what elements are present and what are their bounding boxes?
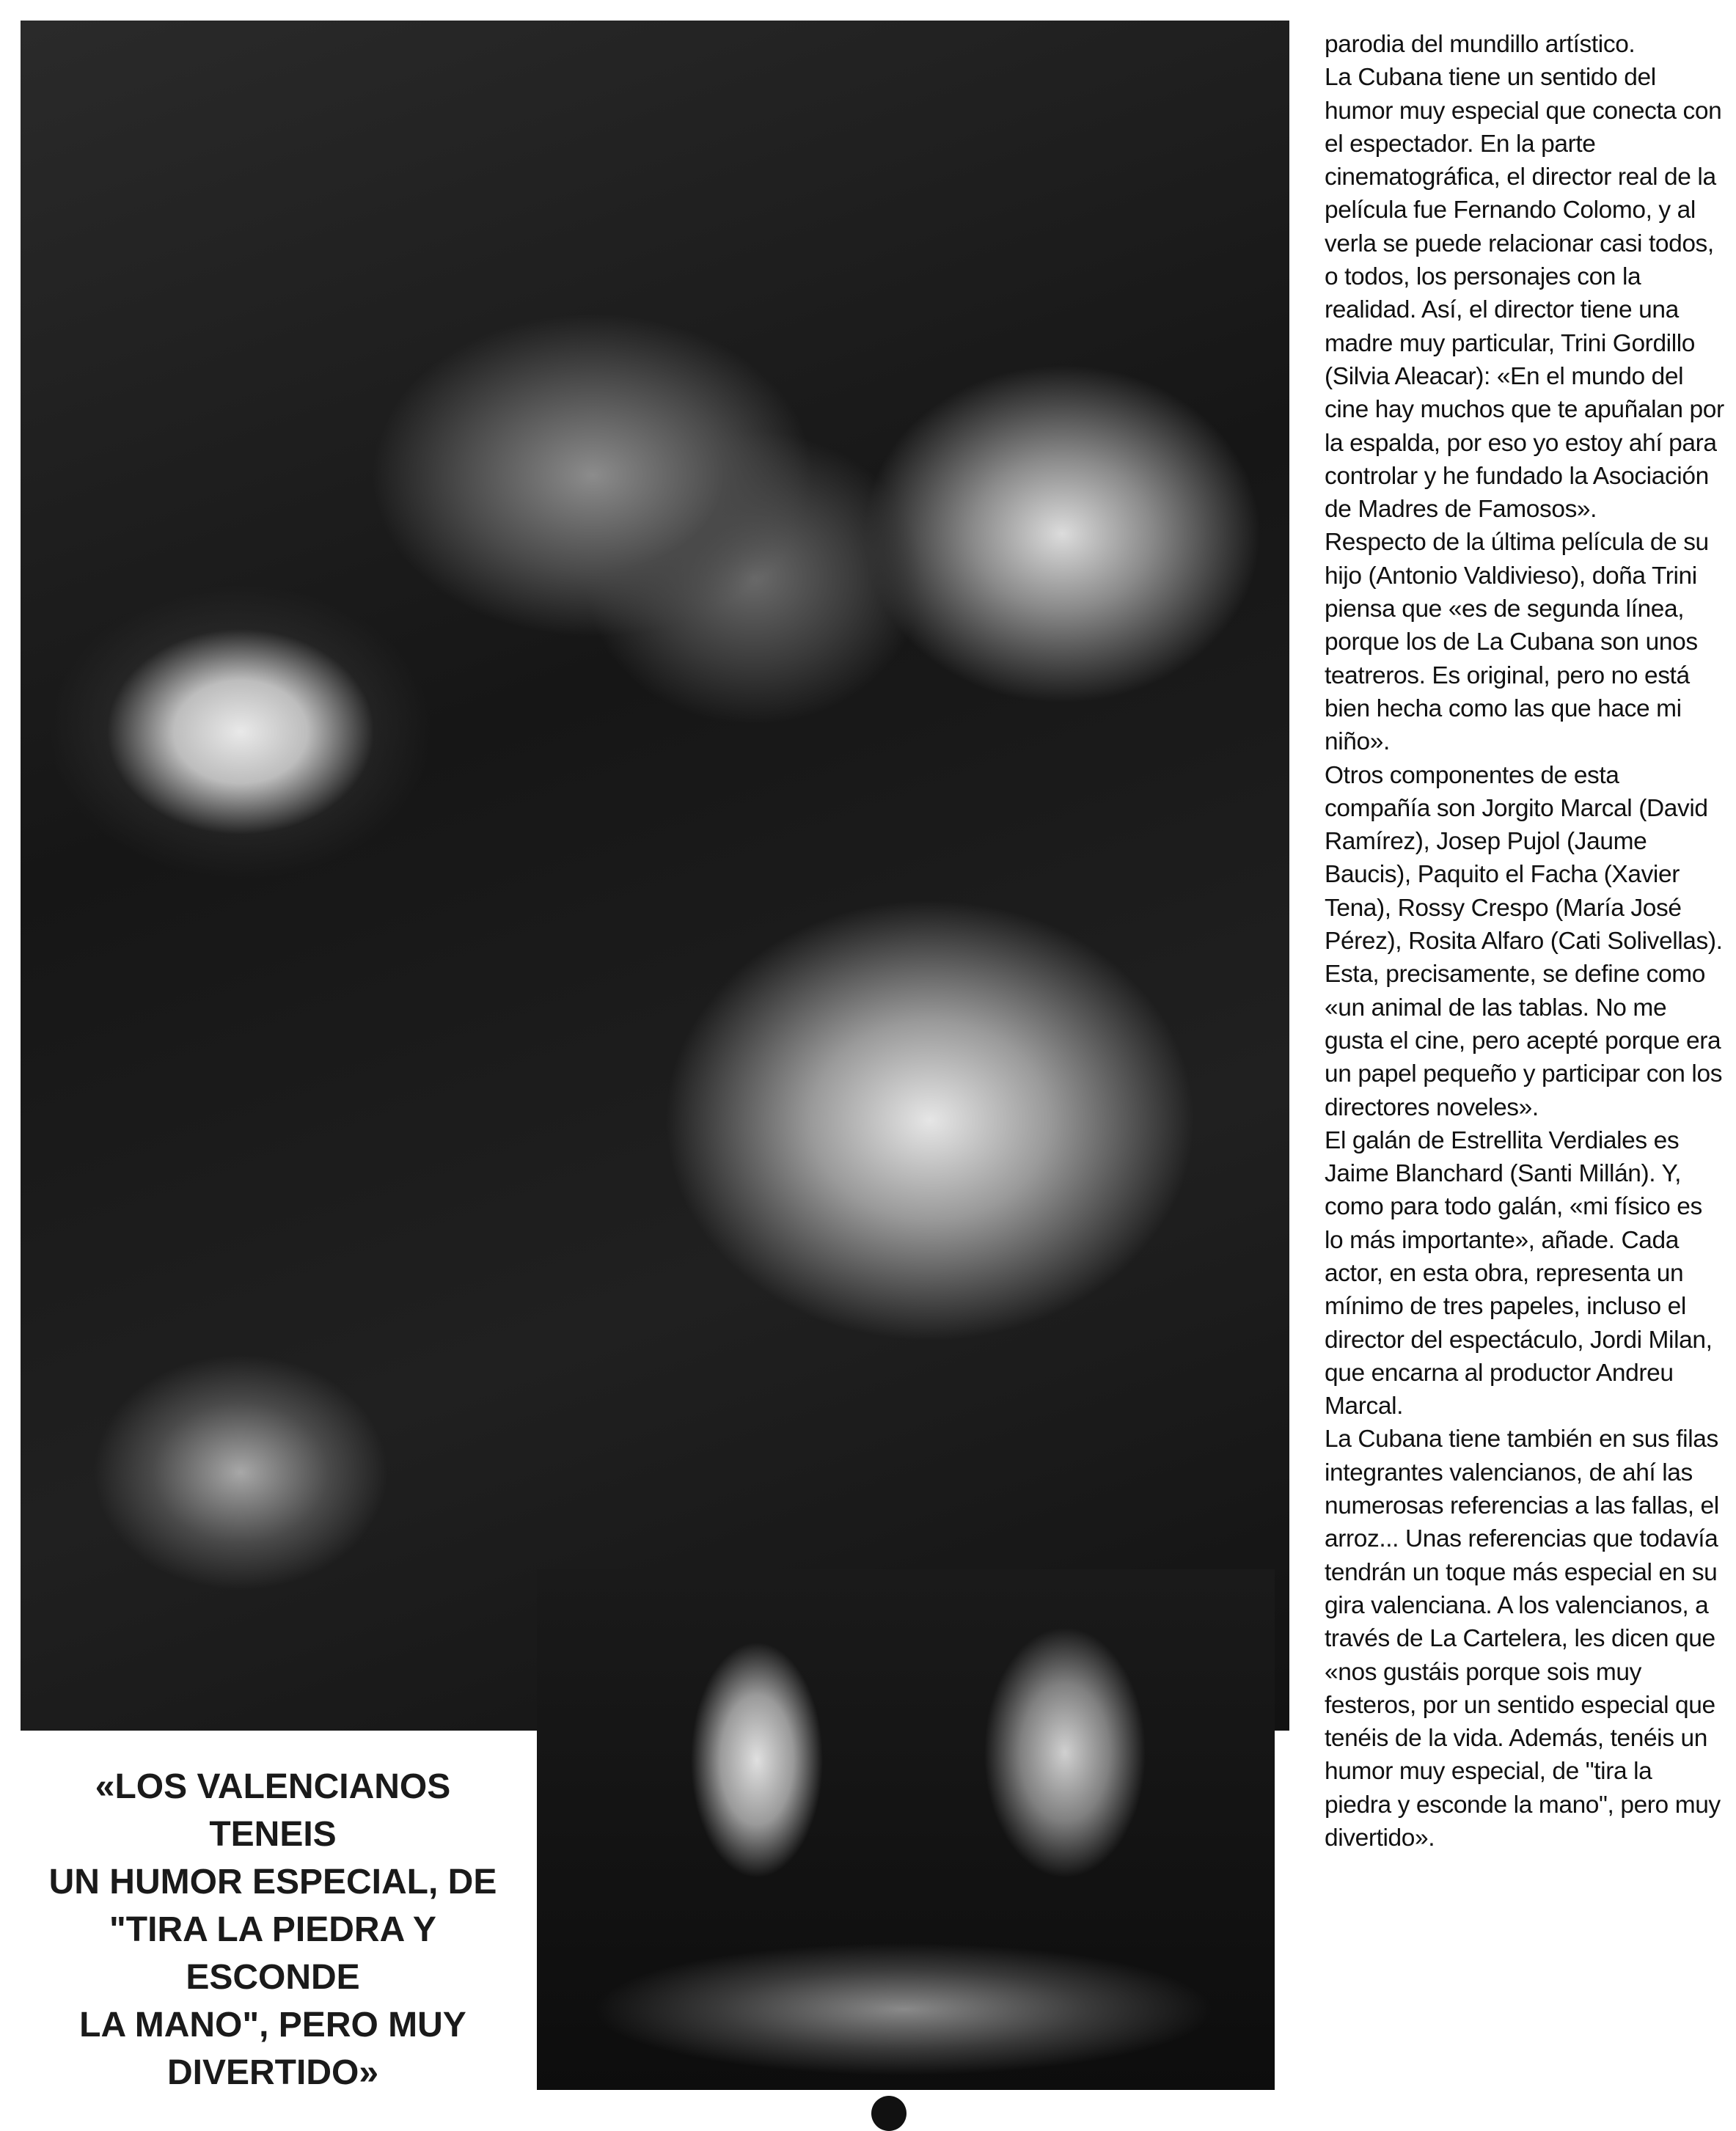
inset-photo-cast: [537, 1569, 1275, 2090]
pull-quote: «LOS VALENCIANOS TENEIS UN HUMOR ESPECIAL, DE "TIRA LA PIEDRA Y ESCONDE LA MANO", PERO MUY DIVERTIDO»: [48, 1767, 497, 2092]
article-body-text: parodia del mundillo artístico. La Cubana tiene un sentido del humor muy especial que conecta con el espectador. En la parte cinematográfica, el director real de la película fue Fernando Colomo, y al verla se puede relacionar casi todos, o todos, los personajes con la realidad. Así, el director tiene una madre muy particular, Trini Gordillo (Silvia Aleacar): «En el mundo del cine hay muchos que te apuñalan por la espalda, por eso yo estoy ahí para controlar y he fundado la Asociación de Madres de Famosos». Respecto de la última película de su hijo (Antonio Valdivieso), doña Trini piensa que «es de segunda línea, porque los de La Cubana son unos teatreros. Es original, pero no está bien hecha como las que hace mi niño». Otros componentes de esta compañía son Jorgito Marcal (David Ramírez), Josep Pujol (Jaume Baucis), Paquito el Facha (Xavier Tena), Rossy Crespo (María José Pérez), Rosita Alfaro (Cati Solivellas). Esta, precisamente, se define como «un animal de las tablas. No me gusta el cine, pero acepté porque era un papel pequeño y participar con los directores noveles». El galán de Estrellita Verdiales es Jaime Blanchard (Santi Millán). Y, como para todo galán, «mi físico es lo más importante», añade. Cada actor, en esta obra, representa un mínimo de tres papeles, incluso el director del espectáculo, Jordi Milan, que encarna al productor Andreu Marcal. La Cubana tiene también en sus filas integrantes valencianos, de ahí las numerosas referencias a las fallas, el arroz... Unas referencias que todavía tendrán un toque más especial en su gira valenciana. A los valencianos, a través de La Cartelera, les dicen que «nos gustáis porque sois muy festeros, por un sentido especial que tenéis de la vida. Además, tenéis un humor muy especial, de "tira la piedra y esconde la mano", pero muy divertido».: [1325, 31, 1724, 1852]
page-number-marker: [871, 2096, 907, 2131]
main-photo-staircase-flowers: [21, 21, 1289, 1731]
